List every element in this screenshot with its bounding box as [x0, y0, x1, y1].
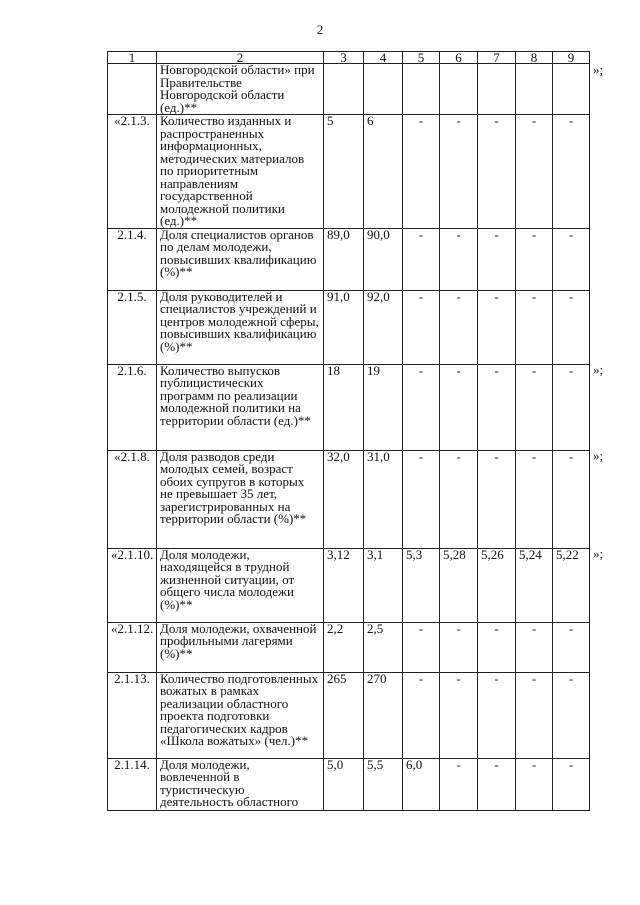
row-value-col-6: -: [440, 228, 478, 290]
row-value-col-3: 5,0: [324, 758, 364, 810]
row-value-col-4: 31,0: [364, 450, 403, 548]
page-number: 2: [316, 22, 324, 37]
row-value-col-9: -: [553, 115, 590, 229]
row-indicator-name: Доля разводов среди молодых семей, возраст обоих супругов в которых не превышает 35 лет, зарегистрированных на территории области (%)**: [157, 450, 324, 548]
table-row: [108, 228, 590, 290]
row-indicator-name: Доля руководителей и специалистов учреждений и центров молодежной сферы, повысивших квалификацию (%)**: [157, 290, 324, 364]
row-value-col-8: 5,24: [516, 548, 553, 622]
row-code: «2.1.3.: [108, 115, 157, 229]
table-row: [108, 622, 590, 672]
row-value-col-4: 19: [364, 364, 403, 450]
row-value-col-8: [516, 64, 553, 115]
table-row: [108, 758, 590, 810]
row-value-col-3: 265: [324, 672, 364, 758]
row-value-col-9: -: [553, 290, 590, 364]
row-value-col-8: -: [516, 228, 553, 290]
row-value-col-4: 92,0: [364, 290, 403, 364]
row-value-col-4: 3,1: [364, 548, 403, 622]
row-code: 2.1.5.: [108, 290, 157, 364]
header-cell: 3: [324, 52, 364, 64]
row-value-col-6: -: [440, 364, 478, 450]
row-value-col-6: 5,28: [440, 548, 478, 622]
row-value-col-4: 270: [364, 672, 403, 758]
row-value-col-5: -: [403, 228, 440, 290]
row-code: «2.1.8.: [108, 450, 157, 548]
row-value-col-7: -: [478, 450, 516, 548]
row-value-col-5: -: [403, 450, 440, 548]
row-value-col-8: -: [516, 290, 553, 364]
row-value-col-6: [440, 64, 478, 115]
row-code: «2.1.12.: [108, 622, 157, 672]
table-row: [108, 115, 590, 229]
row-value-col-5: -: [403, 672, 440, 758]
row-value-col-3: [324, 64, 364, 115]
table-row: [108, 290, 590, 364]
row-value-col-8: -: [516, 115, 553, 229]
row-value-col-6: -: [440, 450, 478, 548]
row-indicator-name: Доля молодежи, находящейся в трудной жизненной ситуации, от общего числа молодежи (%)**: [157, 548, 324, 622]
row-value-col-8: -: [516, 364, 553, 450]
row-value-col-5: -: [403, 364, 440, 450]
row-value-col-3: 89,0: [324, 228, 364, 290]
row-value-col-8: -: [516, 622, 553, 672]
indicators-table: [107, 50, 604, 811]
row-value-col-6: -: [440, 622, 478, 672]
header-cell: 7: [478, 52, 516, 64]
row-value-col-7: -: [478, 622, 516, 672]
row-indicator-name: Доля молодежи, охваченной профильными лагерями (%)**: [157, 622, 324, 672]
row-value-col-5: -: [403, 622, 440, 672]
row-value-col-7: -: [478, 364, 516, 450]
row-value-col-4: 5,5: [364, 758, 403, 810]
row-value-col-5: 5,3: [403, 548, 440, 622]
header-cell: 1: [108, 52, 157, 64]
row-value-col-9: -: [553, 672, 590, 758]
table-row: Новгородской области» при Правительстве Новгородской области (ед.)** »;: [108, 64, 590, 115]
row-value-col-7: [478, 64, 516, 115]
row-value-col-3: 5: [324, 115, 364, 229]
row-value-col-9: -: [553, 364, 590, 450]
row-value-col-6: -: [440, 758, 478, 810]
table-row: 2.1.6. Количество выпусков публицистических программ по реализации молодежной политики на территории области (ед.)** 18 19 - - - - - »;: [108, 364, 590, 450]
row-code: «2.1.10.: [108, 548, 157, 622]
row-code: 2.1.6.: [108, 364, 157, 450]
row-value-col-4: 2,5: [364, 622, 403, 672]
header-cell: 9: [553, 52, 590, 64]
row-value-col-7: -: [478, 672, 516, 758]
row-value-col-7: -: [478, 115, 516, 229]
row-value-col-6: -: [440, 672, 478, 758]
row-value-col-7: 5,26: [478, 548, 516, 622]
row-value-col-9: -: [553, 228, 590, 290]
row-code: 2.1.13.: [108, 672, 157, 758]
row-value-col-9: -: [553, 450, 590, 548]
row-value-col-3: 2,2: [324, 622, 364, 672]
row-value-col-7: -: [478, 758, 516, 810]
row-value-col-3: 18: [324, 364, 364, 450]
row-value-col-6: -: [440, 290, 478, 364]
row-value-col-9: 5,22: [553, 548, 590, 622]
header-cell: 2: [157, 52, 324, 64]
row-value-col-5: -: [403, 290, 440, 364]
row-value-col-4: 90,0: [364, 228, 403, 290]
header-cell: 4: [364, 52, 403, 64]
row-value-col-7: -: [478, 228, 516, 290]
row-value-col-3: 3,12: [324, 548, 364, 622]
row-indicator-name: Доля молодежи, вовлеченной в туристическую деятельность областного: [157, 758, 324, 810]
row-code: 2.1.4.: [108, 228, 157, 290]
row-value-col-6: -: [440, 115, 478, 229]
row-value-col-8: -: [516, 450, 553, 548]
table-row: «2.1.8. Доля разводов среди молодых семей, возраст обоих супругов в которых не превышает 35 лет, зарегистрированных на территории области (%)** 32,0 31,0 - - - - - »;: [108, 450, 590, 548]
row-value-col-9: [553, 64, 590, 115]
header-cell: 6: [440, 52, 478, 64]
header-cell: 5: [403, 52, 440, 64]
row-value-col-3: 91,0: [324, 290, 364, 364]
table-row: «2.1.10. Доля молодежи, находящейся в трудной жизненной ситуации, от общего числа молодежи (%)** 3,12 3,1 5,3 5,28 5,26 5,24 5,22 »;: [108, 548, 590, 622]
row-code: 2.1.14.: [108, 758, 157, 810]
header-cell: 8: [516, 52, 553, 64]
row-value-col-5: 6,0: [403, 758, 440, 810]
row-value-col-9: -: [553, 622, 590, 672]
row-value-col-8: -: [516, 672, 553, 758]
row-value-col-3: 32,0: [324, 450, 364, 548]
row-indicator-name: Количество выпусков публицистических программ по реализации молодежной политики на территории области (ед.)**: [157, 364, 324, 450]
row-code: [108, 64, 157, 115]
table-row: [108, 672, 590, 758]
row-value-col-5: [403, 64, 440, 115]
row-value-col-5: -: [403, 115, 440, 229]
row-indicator-name: Количество подготовленных вожатых в рамках реализации областного проекта подготовки педагогических кадров «Школа вожатых» (чел.)**: [157, 672, 324, 758]
row-value-col-8: -: [516, 758, 553, 810]
row-value-col-7: -: [478, 290, 516, 364]
row-value-col-4: 6: [364, 115, 403, 229]
row-indicator-name: Новгородской области» при Правительстве Новгородской области (ед.)**: [157, 64, 324, 115]
row-value-col-4: [364, 64, 403, 115]
row-value-col-9: -: [553, 758, 590, 810]
row-indicator-name: Количество изданных и распространенных информационных, методических материалов по приоритетным направлениям государственной молодежной политики (ед.)**: [157, 115, 324, 229]
row-indicator-name: Доля специалистов органов по делам молодежи, повысивших квалификацию (%)**: [157, 228, 324, 290]
